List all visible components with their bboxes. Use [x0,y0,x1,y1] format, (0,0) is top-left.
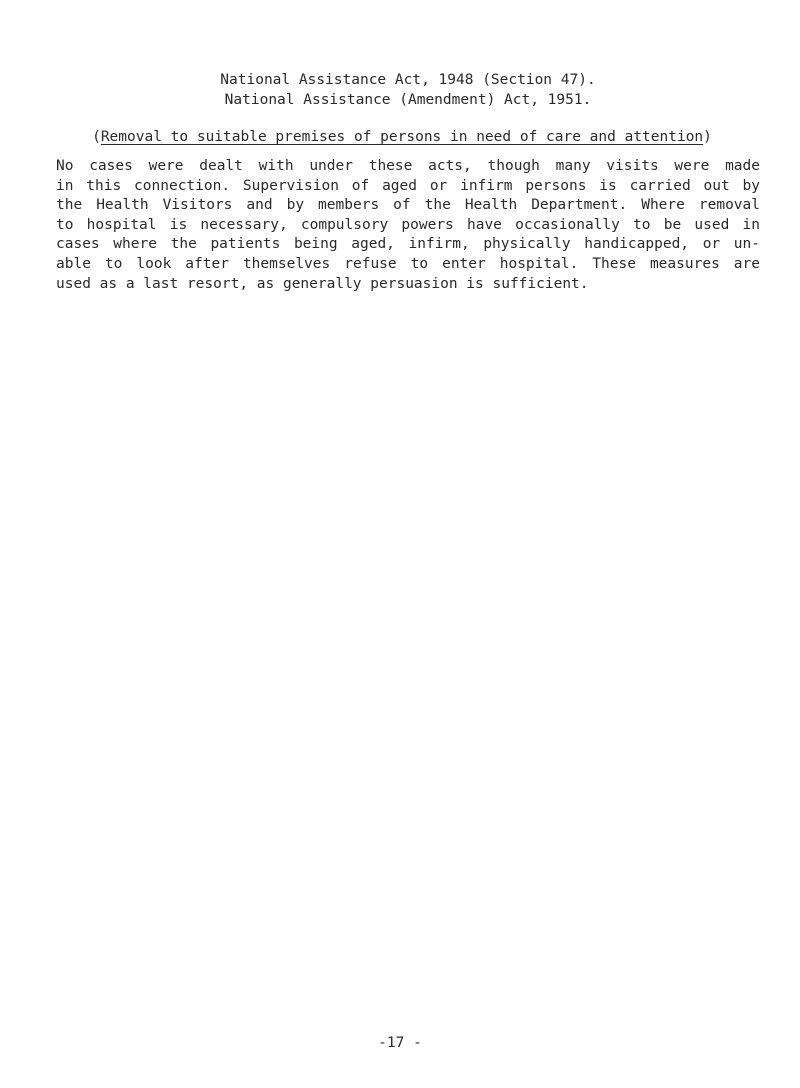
body-line: the Health Visitors and by members of the Health Department. Where removal [56,197,760,214]
body-paragraph [56,157,760,294]
body-line: No cases were dealt with under these acts, though many visits were made [56,158,760,174]
title-line-2: National Assistance (Amendment) Act, 1951. [224,92,592,108]
page-number: -17 - [378,1035,422,1051]
body-line: used as a last resort, as generally persuasion is sufficient. [56,275,589,292]
section-subheading [52,127,752,147]
subheading-text: Removal to suitable premises of persons in need of care and attention [100,129,704,145]
title-line-1: National Assistance Act, 1948 (Section 47). [220,72,596,88]
body-line: in this connection. Supervision of aged or infirm persons is carried out by [56,177,760,194]
subheading-open-paren: ( [92,129,101,145]
body-line: to hospital is necessary, compulsory powers have occasionally to be used in [56,216,760,233]
body-line: able to look after themselves refuse to enter hospital. These measures are [56,255,760,272]
subheading-close-paren: ) [703,129,712,145]
body-line: cases where the patients being aged, infirm, physically handicapped, or un- [56,236,760,253]
